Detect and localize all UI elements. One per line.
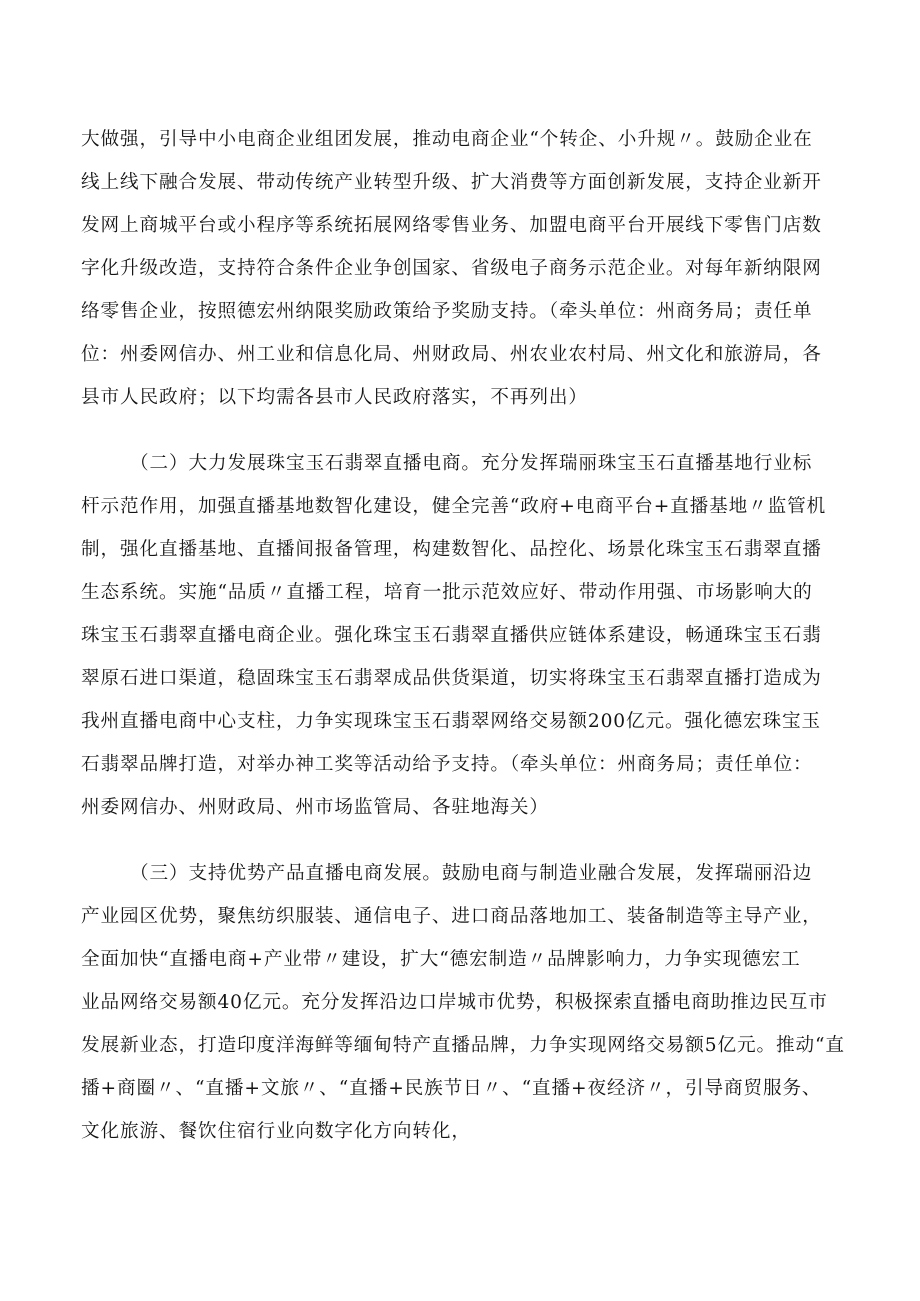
text-line-11: 生态系统。实施“品质〃直播工程，培育一批示范效应好、带动作用强、市场影响大的 xyxy=(81,582,813,603)
text-line-1: 大做强，引导中小电商企业组团发展，推动电商企业“个转企、小升规〃。鼓励企业在 xyxy=(81,129,813,150)
text-line-12: 珠宝玉石翡翠直播电商企业。强化珠宝玉石翡翠直播供应链体系建设，畅通珠宝玉石翡 xyxy=(81,625,822,646)
text-line-23: 文化旅游、餐饮住宿行业向数字化方向转化， xyxy=(81,1121,471,1142)
text-line-19: 全面加快“直播电商+产业带〃建设，扩大“德宏制造〃品牌影响力，力争实现德宏工 xyxy=(81,949,801,970)
text-line-7: 县市人民政府；以下均需各县市人民政府落实，不再列出） xyxy=(81,387,588,408)
text-line-6: 位：州委网信办、州工业和信息化局、州财政局、州农业农村局、州文化和旅游局，各 xyxy=(81,344,822,365)
text-line-10: 制，强化直播基地、直播间报备管理，构建数智化、品控化、场景化珠宝玉石翡翠直播 xyxy=(81,539,822,560)
text-line-15: 石翡翠品牌打造，对举办神工奖等活动给予支持。（牵头单位：州商务局；责任单位： xyxy=(81,754,813,775)
text-line-16: 州委网信办、州财政局、州市场监管局、各驻地海关） xyxy=(81,797,549,818)
text-line-13: 翠原石进口渠道，稳固珠宝玉石翡翠成品供货渠道，切实将珠宝玉石翡翠直播打造成为 xyxy=(81,668,822,689)
text-line-9: 杆示范作用，加强直播基地数智化建设，健全完善“政府+电商平台+直播基地〃监管机 xyxy=(81,496,827,517)
text-line-3: 发网上商城平台或小程序等系统拓展网络零售业务、加盟电商平台开展线下零售门店数 xyxy=(81,215,822,236)
section-two-heading-line: （二）大力发展珠宝玉石翡翠直播电商。充分发挥瑞丽珠宝玉石直播基地行业标 xyxy=(130,453,813,474)
text-line-4: 字化升级改造，支持符合条件企业争创国家、省级电子商务示范企业。对每年新纳限网 xyxy=(81,258,822,279)
section-three-heading-line: （三）支持优势产品直播电商发展。鼓励电商与制造业融合发展，发挥瑞丽沿边 xyxy=(130,863,813,884)
text-line-20: 业品网络交易额40亿元。充分发挥沿边口岸城市优势，积极探索直播电商助推边民互市 xyxy=(81,992,828,1013)
text-line-21: 发展新业态，打造印度洋海鲜等缅甸特产直播品牌，力争实现网络交易额5亿元。推动“直 xyxy=(81,1035,845,1056)
text-line-22: 播+商圈〃、“直播+文旅〃、“直播+民族节日〃、“直播+夜经济〃，引导商贸服务、 xyxy=(81,1078,822,1099)
text-line-18: 产业园区优势，聚焦纺织服装、通信电子、进口商品落地加工、装备制造等主导产业， xyxy=(81,906,822,927)
text-line-14: 我州直播电商中心支柱，力争实现珠宝玉石翡翠网络交易额200亿元。强化德宏珠宝玉 xyxy=(81,711,821,732)
text-line-2: 线上线下融合发展、带动传统产业转型升级、扩大消费等方面创新发展，支持企业新开 xyxy=(81,172,822,193)
text-line-5: 络零售企业，按照德宏州纳限奖励政策给予奖励支持。（牵头单位：州商务局；责任单 xyxy=(81,301,813,322)
